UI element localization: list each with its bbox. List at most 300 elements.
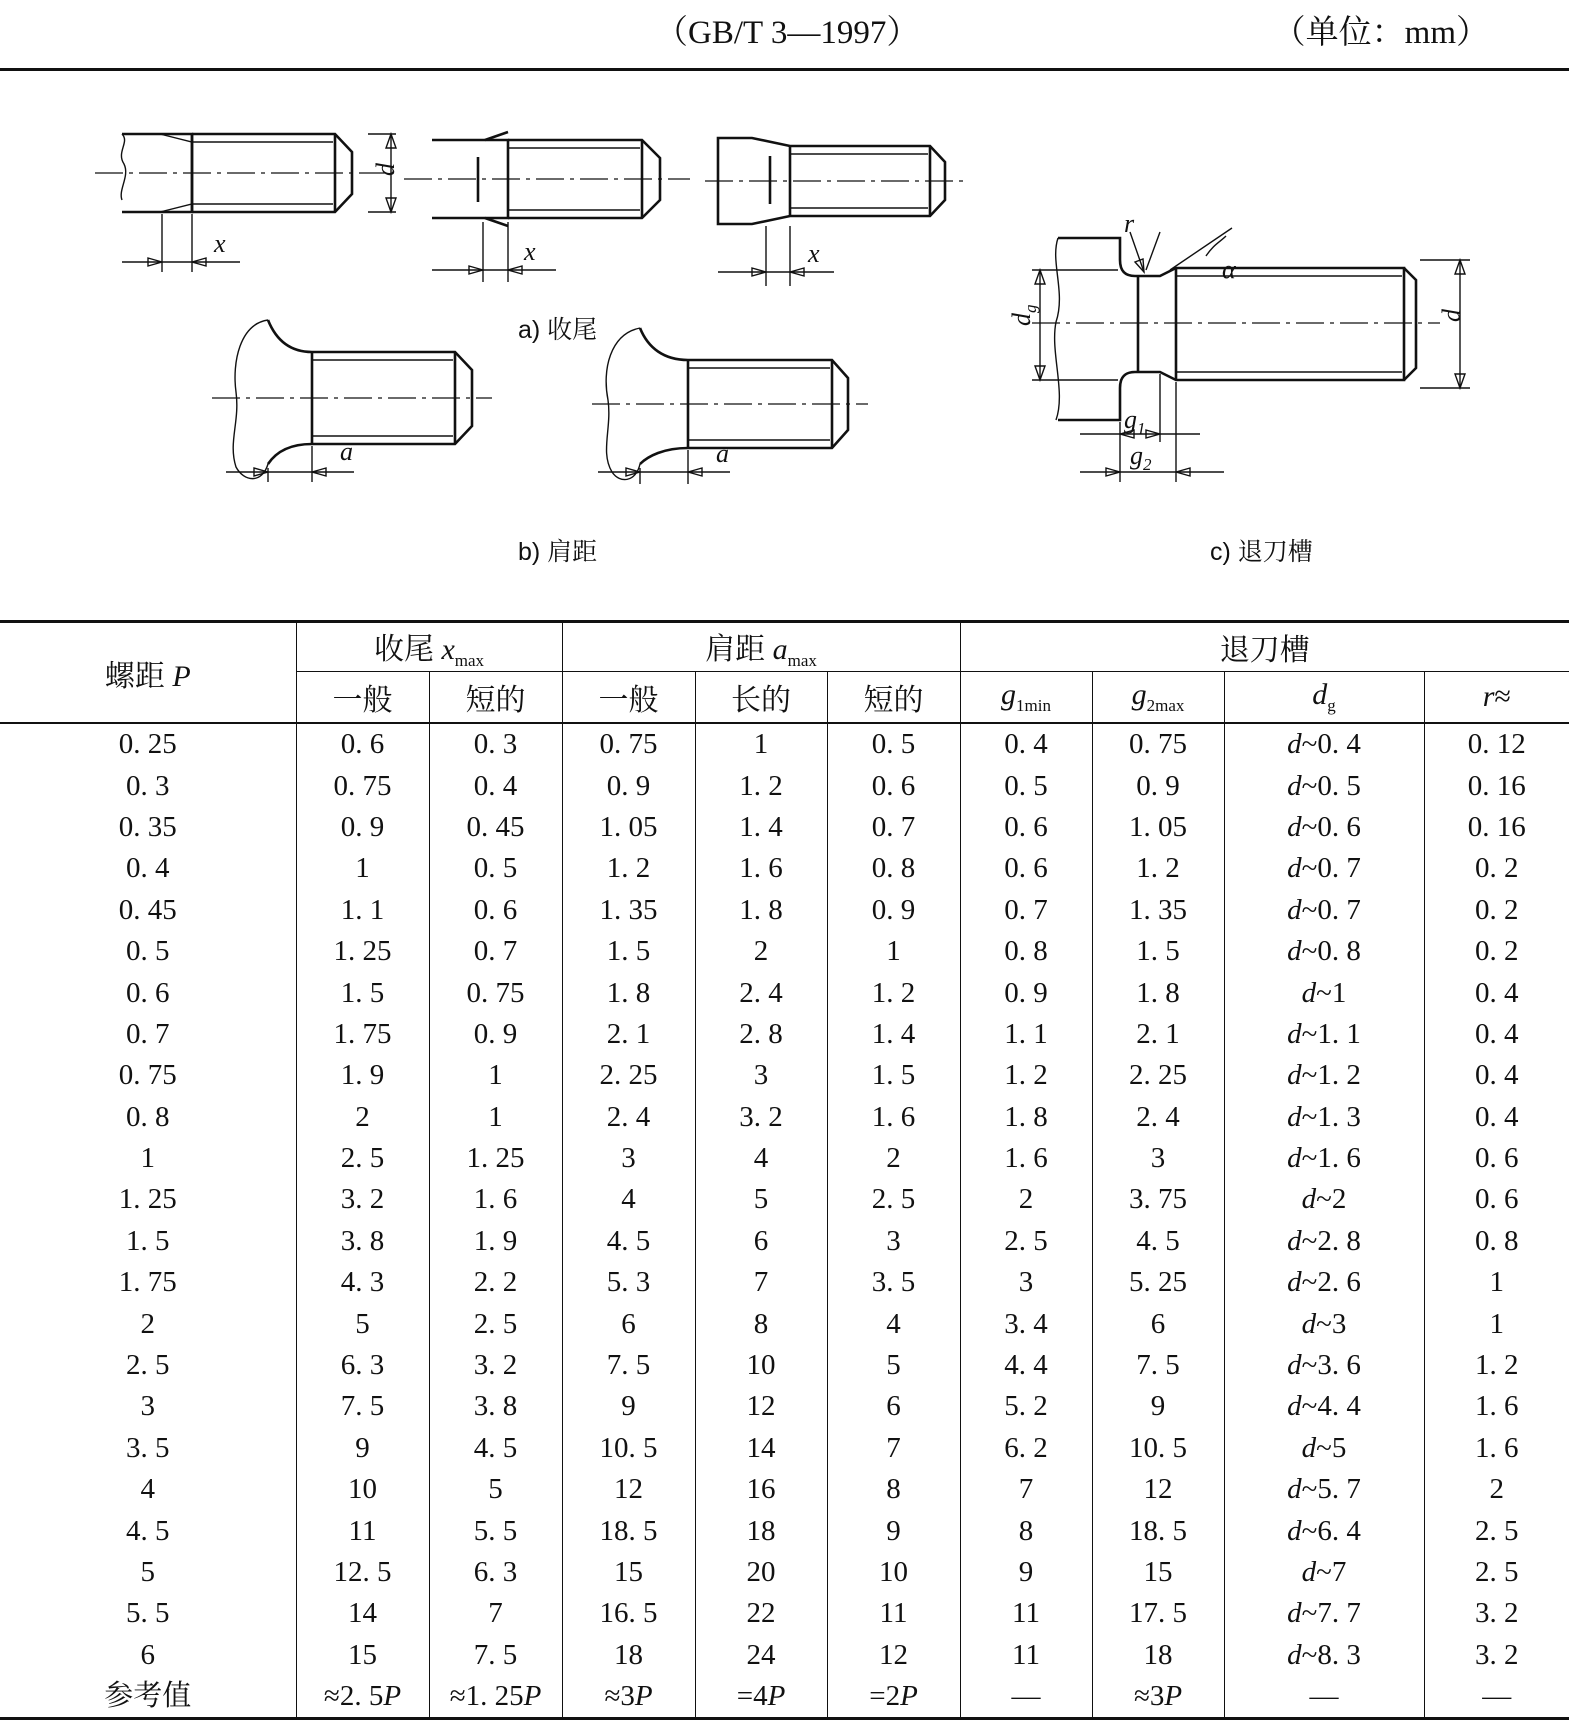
cell-p: 2. 5 (126, 1349, 170, 1382)
cell-as: 0. 9 (827, 890, 960, 931)
cell-as: 3 (827, 1221, 960, 1262)
ref-cell-label: 参考值 (0, 1676, 296, 1719)
cell-r: 0. 2 (1424, 931, 1569, 972)
cell-r: 0. 12 (1424, 723, 1569, 765)
table-row (0, 1552, 1569, 1593)
cell-g2: 2. 1 (1092, 1014, 1224, 1055)
ref-cell-an: ≈3P (562, 1676, 695, 1719)
col-runout-short: 短的 (429, 672, 562, 724)
cell-xs: 0. 9 (429, 1014, 562, 1055)
table-row (0, 1014, 1569, 1055)
cell-xs: 1. 25 (429, 1138, 562, 1179)
cell-xn: 0. 75 (296, 765, 429, 806)
cell-dg: d~0. 7 (1224, 848, 1424, 889)
table-row (0, 765, 1569, 806)
cell-al: 8 (695, 1303, 827, 1344)
cell-an: 12 (562, 1469, 695, 1510)
cell-an: 1. 05 (562, 807, 695, 848)
cell-as: 1. 5 (827, 1055, 960, 1096)
cell-as: 0. 6 (827, 765, 960, 806)
cell-al: 1. 8 (695, 890, 827, 931)
cell-r: 0. 6 (1424, 1179, 1569, 1220)
cell-dg: d~2. 8 (1224, 1221, 1424, 1262)
col-dg: $d_g$ (1224, 672, 1424, 724)
cell-g2: 6 (1092, 1303, 1224, 1344)
col-shoulder-long: 长的 (695, 672, 827, 724)
cell-al: 3 (695, 1055, 827, 1096)
cell-r: 0. 4 (1424, 1055, 1569, 1096)
cell-g2: 1. 2 (1092, 848, 1224, 889)
cell-xs: 3. 8 (429, 1386, 562, 1427)
table-row (0, 1593, 1569, 1634)
cell-xs: 4. 5 (429, 1428, 562, 1469)
table-row (0, 1469, 1569, 1510)
cell-g2: 17. 5 (1092, 1593, 1224, 1634)
cell-r: 0. 2 (1424, 890, 1569, 931)
cell-g1: 0. 4 (960, 723, 1092, 765)
cell-al: 16 (695, 1469, 827, 1510)
ref-cell-r: — (1424, 1676, 1569, 1719)
table-row (0, 1303, 1569, 1344)
cell-xs: 0. 5 (429, 848, 562, 889)
cell-xn: 15 (296, 1635, 429, 1676)
cell-al: 10 (695, 1345, 827, 1386)
cell-r: 3. 2 (1424, 1593, 1569, 1634)
cell-dg: d~0. 7 (1224, 890, 1424, 931)
ref-cell-as: =2P (827, 1676, 960, 1719)
cell-an: 0. 75 (562, 723, 695, 765)
cell-p: 4. 5 (126, 1514, 170, 1547)
thread-figures (0, 72, 1569, 612)
cell-xs: 0. 6 (429, 890, 562, 931)
cell-xn: 1. 25 (296, 931, 429, 972)
dimension-g2-label: $g_2$ (1130, 441, 1152, 474)
table-row (0, 1221, 1569, 1262)
cell-p: 1. 75 (118, 1266, 177, 1299)
cell-dg: d~0. 6 (1224, 807, 1424, 848)
caption-shoulder: b) 肩距 (518, 538, 598, 566)
cell-r: 0. 4 (1424, 972, 1569, 1013)
cell-xs: 2. 5 (429, 1303, 562, 1344)
col-pitch: 螺距 P (0, 622, 296, 724)
cell-g2: 12 (1092, 1469, 1224, 1510)
cell-g1: 3. 4 (960, 1303, 1092, 1344)
cell-al: 2. 8 (695, 1014, 827, 1055)
col-undercut: 退刀槽 (960, 622, 1569, 672)
cell-p: 0. 35 (118, 810, 177, 843)
table-row (0, 931, 1569, 972)
cell-dg: d~1. 2 (1224, 1055, 1424, 1096)
cell-an: 7. 5 (562, 1345, 695, 1386)
cell-p: 1. 25 (118, 1183, 177, 1216)
unit-label: （单位：mm） (1272, 15, 1489, 51)
cell-r: 1. 6 (1424, 1428, 1569, 1469)
cell-al: 1 (695, 723, 827, 765)
cell-p: 0. 75 (118, 1059, 177, 1092)
cell-g1: 11 (960, 1593, 1092, 1634)
cell-dg: d~8. 3 (1224, 1635, 1424, 1676)
cell-r: 1 (1424, 1262, 1569, 1303)
cell-g2: 1. 05 (1092, 807, 1224, 848)
cell-an: 1. 8 (562, 972, 695, 1013)
cell-dg: d~5 (1224, 1428, 1424, 1469)
cell-g1: 7 (960, 1469, 1092, 1510)
dimension-g1-label: $g_1$ (1124, 405, 1146, 438)
cell-r: 0. 6 (1424, 1138, 1569, 1179)
table-row (0, 848, 1569, 889)
cell-al: 4 (695, 1138, 827, 1179)
cell-an: 2. 4 (562, 1097, 695, 1138)
col-shoulder-short: 短的 (827, 672, 960, 724)
cell-g2: 3 (1092, 1138, 1224, 1179)
cell-as: 1 (827, 931, 960, 972)
cell-xs: 1 (429, 1097, 562, 1138)
col-runout-normal: 一般 (296, 672, 429, 724)
cell-p: 2 (140, 1307, 155, 1340)
table-row (0, 1097, 1569, 1138)
col-shoulder: 肩距 $a_{max}$ (562, 622, 960, 672)
shoulder-figure-1 (212, 320, 492, 482)
cell-r: 2 (1424, 1469, 1569, 1510)
cell-as: 1. 6 (827, 1097, 960, 1138)
cell-al: 18 (695, 1510, 827, 1551)
cell-al: 22 (695, 1593, 827, 1634)
caption-undercut: c) 退刀槽 (1210, 538, 1313, 566)
table-row (0, 807, 1569, 848)
cell-r: 1 (1424, 1303, 1569, 1344)
cell-dg: d~2. 6 (1224, 1262, 1424, 1303)
table-row (0, 1262, 1569, 1303)
cell-xs: 5. 5 (429, 1510, 562, 1551)
dimension-alpha-label: α (1222, 255, 1236, 284)
cell-g2: 5. 25 (1092, 1262, 1224, 1303)
cell-al: 3. 2 (695, 1097, 827, 1138)
ref-cell-xn: ≈2. 5P (296, 1676, 429, 1719)
cell-xn: 1. 1 (296, 890, 429, 931)
cell-dg: d~4. 4 (1224, 1386, 1424, 1427)
cell-dg: d~1. 6 (1224, 1138, 1424, 1179)
cell-dg: d~5. 7 (1224, 1469, 1424, 1510)
cell-g1: 8 (960, 1510, 1092, 1551)
table-row (0, 1635, 1569, 1676)
table-row (0, 1055, 1569, 1096)
cell-xn: 6. 3 (296, 1345, 429, 1386)
table-row (0, 1386, 1569, 1427)
cell-al: 14 (695, 1428, 827, 1469)
cell-g1: 5. 2 (960, 1386, 1092, 1427)
dimension-dg-label: $d_g$ (1007, 304, 1040, 326)
cell-as: 3. 5 (827, 1262, 960, 1303)
table-row (0, 1179, 1569, 1220)
cell-an: 18. 5 (562, 1510, 695, 1551)
col-shoulder-normal: 一般 (562, 672, 695, 724)
cell-dg: d~3. 6 (1224, 1345, 1424, 1386)
cell-g2: 4. 5 (1092, 1221, 1224, 1262)
cell-al: 12 (695, 1386, 827, 1427)
ref-cell-g1: — (960, 1676, 1092, 1719)
cell-p: 5 (140, 1556, 155, 1588)
cell-an: 6 (562, 1303, 695, 1344)
cell-as: 11 (827, 1593, 960, 1634)
cell-g1: 1. 2 (960, 1055, 1092, 1096)
cell-xn: 0. 9 (296, 807, 429, 848)
cell-g2: 1. 35 (1092, 890, 1224, 931)
cell-p: 0. 5 (126, 935, 170, 968)
cell-p: 6 (140, 1638, 155, 1671)
dimension-a-label: a (340, 437, 353, 466)
cell-r: 0. 16 (1424, 765, 1569, 806)
cell-r: 0. 4 (1424, 1097, 1569, 1138)
col-runout: 收尾 $x_{max}$ (296, 622, 562, 672)
cell-xs: 0. 75 (429, 972, 562, 1013)
cell-dg: d~7. 7 (1224, 1593, 1424, 1634)
cell-xs: 1. 9 (429, 1221, 562, 1262)
cell-r: 2. 5 (1424, 1552, 1569, 1593)
cell-xs: 0. 7 (429, 931, 562, 972)
cell-p: 3. 5 (126, 1431, 170, 1464)
ref-cell-xs: ≈1. 25P (429, 1676, 562, 1719)
cell-xn: 5 (296, 1303, 429, 1344)
cell-xn: 1 (296, 848, 429, 889)
cell-an: 1. 5 (562, 931, 695, 972)
cell-g1: 0. 5 (960, 765, 1092, 806)
dimension-x-label-3: x (808, 239, 820, 268)
cell-g1: 1. 1 (960, 1014, 1092, 1055)
cell-al: 1. 2 (695, 765, 827, 806)
cell-as: 6 (827, 1386, 960, 1427)
cell-g1: 0. 7 (960, 890, 1092, 931)
cell-r: 0. 4 (1424, 1014, 1569, 1055)
cell-as: 12 (827, 1635, 960, 1676)
cell-dg: d~6. 4 (1224, 1510, 1424, 1551)
cell-xs: 0. 45 (429, 807, 562, 848)
table-row (0, 1510, 1569, 1551)
cell-p: 0. 45 (118, 893, 177, 926)
cell-xs: 2. 2 (429, 1262, 562, 1303)
cell-p: 3 (140, 1390, 155, 1423)
cell-p: 0. 4 (126, 852, 170, 885)
cell-p: 4 (140, 1473, 155, 1506)
cell-g1: 6. 2 (960, 1428, 1092, 1469)
dimension-r-label: r (1124, 209, 1135, 238)
cell-g2: 3. 75 (1092, 1179, 1224, 1220)
cell-r: 0. 16 (1424, 807, 1569, 848)
cell-xn: 1. 5 (296, 972, 429, 1013)
cell-xn: 9 (296, 1428, 429, 1469)
cell-p: 1 (140, 1142, 155, 1175)
cell-xs: 1. 6 (429, 1179, 562, 1220)
cell-al: 1. 4 (695, 807, 827, 848)
cell-al: 7 (695, 1262, 827, 1303)
cell-g1: 9 (960, 1552, 1092, 1593)
cell-p: 1. 5 (126, 1224, 170, 1257)
cell-g1: 1. 6 (960, 1138, 1092, 1179)
cell-al: 1. 6 (695, 848, 827, 889)
cell-xs: 7. 5 (429, 1635, 562, 1676)
cell-al: 2 (695, 931, 827, 972)
cell-xn: 7. 5 (296, 1386, 429, 1427)
table-row (0, 972, 1569, 1013)
cell-as: 2. 5 (827, 1179, 960, 1220)
cell-xn: 10 (296, 1469, 429, 1510)
cell-p: 0. 8 (126, 1100, 170, 1133)
dimension-x-label-2: x (524, 237, 536, 266)
cell-an: 16. 5 (562, 1593, 695, 1634)
cell-r: 2. 5 (1424, 1510, 1569, 1551)
runout-figure-1 (95, 134, 400, 272)
cell-g1: 0. 8 (960, 931, 1092, 972)
cell-an: 0. 9 (562, 765, 695, 806)
cell-as: 4 (827, 1303, 960, 1344)
cell-al: 2. 4 (695, 972, 827, 1013)
cell-an: 1. 2 (562, 848, 695, 889)
cell-g2: 0. 9 (1092, 765, 1224, 806)
cell-dg: d~3 (1224, 1303, 1424, 1344)
cell-g2: 10. 5 (1092, 1428, 1224, 1469)
cell-g2: 1. 8 (1092, 972, 1224, 1013)
cell-an: 15 (562, 1552, 695, 1593)
cell-r: 0. 2 (1424, 848, 1569, 889)
cell-xs: 0. 4 (429, 765, 562, 806)
cell-g1: 4. 4 (960, 1345, 1092, 1386)
col-r: r≈ (1424, 672, 1569, 724)
caption-runout: a) 收尾 (518, 316, 598, 344)
ref-cell-dg: — (1224, 1676, 1424, 1719)
table-row (0, 1138, 1569, 1179)
col-g2max: $g_{2max}$ (1092, 672, 1224, 724)
thread-runout-table (0, 620, 1569, 1720)
cell-as: 10 (827, 1552, 960, 1593)
cell-r: 1. 2 (1424, 1345, 1569, 1386)
cell-xn: 3. 8 (296, 1221, 429, 1262)
cell-al: 5 (695, 1179, 827, 1220)
table-row (0, 1428, 1569, 1469)
cell-p: 0. 7 (126, 1017, 170, 1050)
cell-dg: d~1. 1 (1224, 1014, 1424, 1055)
shoulder-figure-2 (592, 328, 868, 484)
cell-as: 0. 8 (827, 848, 960, 889)
cell-xn: 0. 6 (296, 723, 429, 765)
cell-dg: d~2 (1224, 1179, 1424, 1220)
cell-p: 5. 5 (126, 1597, 170, 1630)
dimension-x-label: x (214, 229, 226, 258)
col-g1min: $g_{1min}$ (960, 672, 1092, 724)
cell-an: 3 (562, 1138, 695, 1179)
cell-xn: 11 (296, 1510, 429, 1551)
cell-g2: 15 (1092, 1552, 1224, 1593)
cell-p: 0. 3 (126, 769, 170, 802)
cell-g2: 7. 5 (1092, 1345, 1224, 1386)
cell-al: 24 (695, 1635, 827, 1676)
cell-g1: 11 (960, 1635, 1092, 1676)
cell-al: 6 (695, 1221, 827, 1262)
cell-as: 7 (827, 1428, 960, 1469)
cell-g2: 2. 25 (1092, 1055, 1224, 1096)
cell-g1: 0. 9 (960, 972, 1092, 1013)
cell-g2: 18 (1092, 1635, 1224, 1676)
cell-xs: 6. 3 (429, 1552, 562, 1593)
cell-xs: 5 (429, 1469, 562, 1510)
dimension-d-label: d (371, 163, 400, 176)
cell-an: 18 (562, 1635, 695, 1676)
cell-an: 1. 35 (562, 890, 695, 931)
cell-as: 0. 5 (827, 723, 960, 765)
cell-an: 5. 3 (562, 1262, 695, 1303)
runout-figure-3 (705, 138, 968, 286)
cell-xn: 4. 3 (296, 1262, 429, 1303)
cell-an: 2. 25 (562, 1055, 695, 1096)
cell-xs: 7 (429, 1593, 562, 1634)
cell-g1: 2 (960, 1179, 1092, 1220)
table-row (0, 723, 1569, 765)
cell-xs: 0. 3 (429, 723, 562, 765)
cell-as: 0. 7 (827, 807, 960, 848)
table-row-reference (0, 1676, 1569, 1719)
cell-as: 1. 2 (827, 972, 960, 1013)
cell-xn: 2 (296, 1097, 429, 1138)
cell-dg: d~0. 5 (1224, 765, 1424, 806)
cell-an: 10. 5 (562, 1428, 695, 1469)
table-row (0, 1345, 1569, 1386)
cell-an: 9 (562, 1386, 695, 1427)
cell-as: 1. 4 (827, 1014, 960, 1055)
cell-r: 0. 8 (1424, 1221, 1569, 1262)
cell-as: 2 (827, 1138, 960, 1179)
runout-figure-2 (404, 132, 690, 282)
cell-g1: 1. 8 (960, 1097, 1092, 1138)
dimension-a-label-2: a (716, 439, 729, 468)
cell-xn: 1. 9 (296, 1055, 429, 1096)
cell-xn: 3. 2 (296, 1179, 429, 1220)
cell-dg: d~1. 3 (1224, 1097, 1424, 1138)
cell-dg: d~0. 4 (1224, 723, 1424, 765)
undercut-figure (1007, 209, 1470, 482)
cell-g2: 9 (1092, 1386, 1224, 1427)
ref-cell-g2: ≈3P (1092, 1676, 1224, 1719)
standard-number: （GB/T 3—1997） (655, 15, 920, 51)
cell-dg: d~0. 8 (1224, 931, 1424, 972)
cell-xs: 3. 2 (429, 1345, 562, 1386)
cell-g1: 0. 6 (960, 848, 1092, 889)
cell-g2: 0. 75 (1092, 723, 1224, 765)
cell-xn: 12. 5 (296, 1552, 429, 1593)
cell-xn: 2. 5 (296, 1138, 429, 1179)
cell-g1: 2. 5 (960, 1221, 1092, 1262)
cell-p: 0. 25 (118, 728, 177, 761)
cell-an: 4 (562, 1179, 695, 1220)
table-row (0, 890, 1569, 931)
cell-dg: d~1 (1224, 972, 1424, 1013)
cell-as: 8 (827, 1469, 960, 1510)
cell-dg: d~7 (1224, 1552, 1424, 1593)
cell-g1: 0. 6 (960, 807, 1092, 848)
dimension-d-label-c: d (1437, 309, 1466, 322)
cell-as: 5 (827, 1345, 960, 1386)
ref-cell-al: =4P (695, 1676, 827, 1719)
cell-p: 0. 6 (126, 976, 170, 1009)
cell-an: 2. 1 (562, 1014, 695, 1055)
cell-g2: 2. 4 (1092, 1097, 1224, 1138)
cell-g2: 18. 5 (1092, 1510, 1224, 1551)
table-body (0, 723, 1569, 1719)
cell-g2: 1. 5 (1092, 931, 1224, 972)
cell-r: 1. 6 (1424, 1386, 1569, 1427)
cell-r: 3. 2 (1424, 1635, 1569, 1676)
cell-xn: 1. 75 (296, 1014, 429, 1055)
header-rule (0, 68, 1569, 71)
cell-as: 9 (827, 1510, 960, 1551)
cell-xs: 1 (429, 1055, 562, 1096)
